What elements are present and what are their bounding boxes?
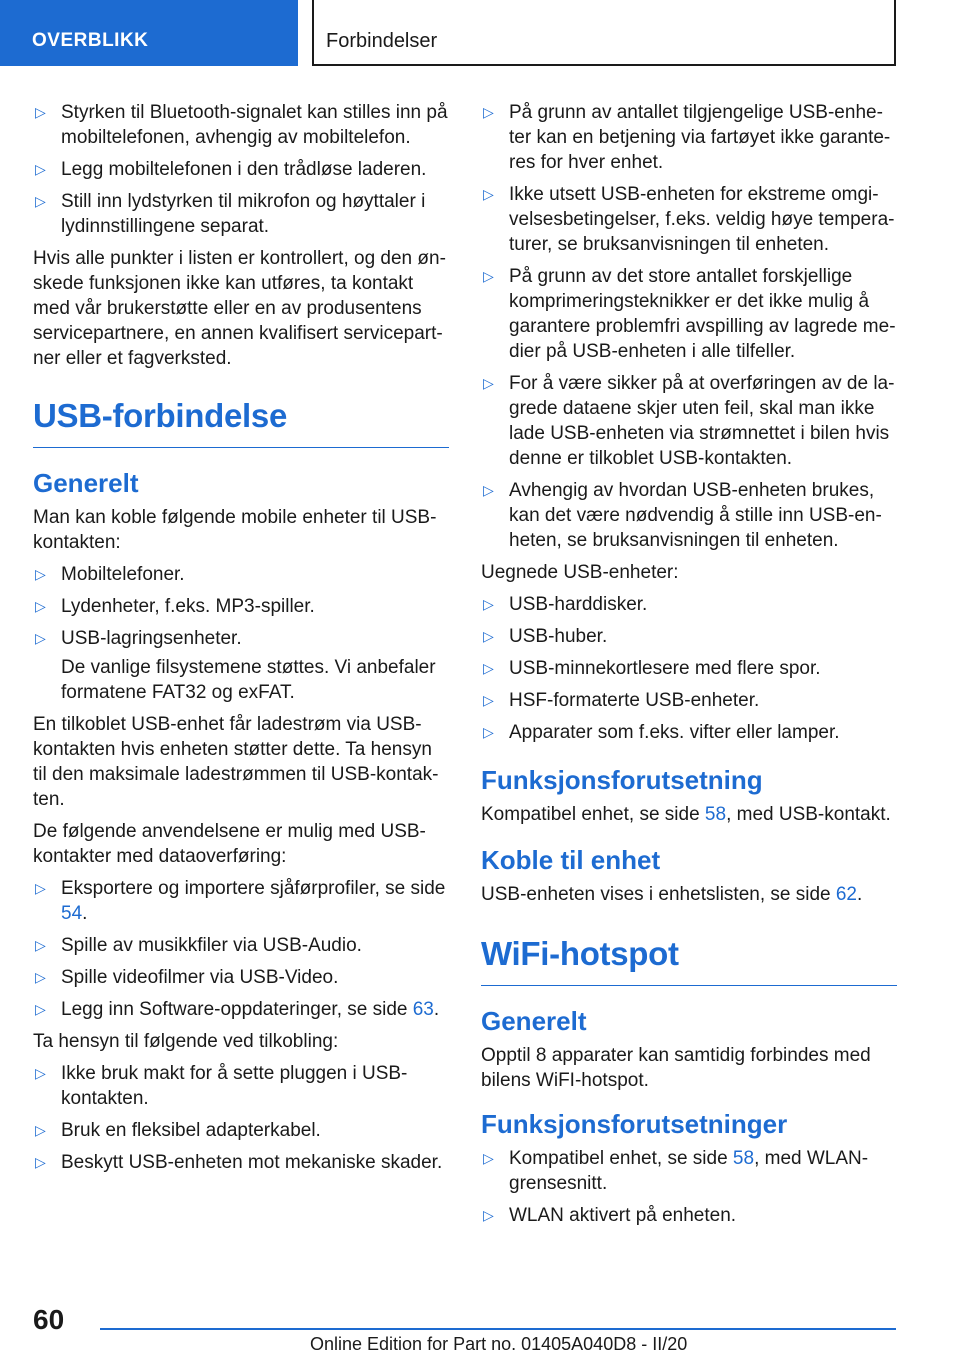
triangle-bullet-icon: ▷ xyxy=(483,186,494,202)
list-item: ▷ Eksportere og importere sjåførprofiler, se side 54. xyxy=(35,878,446,924)
list-item: ▷ På grunn av det store antallet forskjellige komprimeringsteknikker er det ikke mulig å garantere problemfri avspilling av lagrede me-dier på USB-enheten i alle tilfeller. xyxy=(483,266,896,362)
page-number: 60 xyxy=(33,1304,65,1335)
triangle-bullet-icon: ▷ xyxy=(35,566,46,582)
paragraph: Hvis alle punkter i listen er kontrollert, og den øn-skede funksjonen ikke kan utføres, ta kontakt med vår brukerstøtte eller en av produsentens servicepartnere, en annen kvalifisert servicepart-ner eller et fagverksted. xyxy=(33,248,446,369)
triangle-bullet-icon: ▷ xyxy=(35,880,46,896)
triangle-bullet-icon: ▷ xyxy=(35,969,46,985)
list-item: ▷ For å være sikker på at overføringen av de la-grede dataene skjer uten feil, skal man ikke lade USB-enheten via strømnettet i bilen hvis denne er tilkoblet USB-kontakten. xyxy=(483,373,895,469)
list-note: De vanlige filsystemene støttes. Vi anbefaler formatene FAT32 og exFAT. xyxy=(61,657,436,703)
list-item: ▷ USB-harddisker. xyxy=(483,594,648,615)
list-item: ▷ Lydenheter, f.eks. MP3-spiller. xyxy=(35,596,315,617)
triangle-bullet-icon: ▷ xyxy=(35,1154,46,1170)
triangle-bullet-icon: ▷ xyxy=(483,692,494,708)
tab-section-title[interactable]: Forbindelser xyxy=(312,0,896,66)
triangle-bullet-icon: ▷ xyxy=(35,630,46,646)
list-item: ▷ Kompatibel enhet, se side 58, med WLAN-grensesnitt. xyxy=(483,1148,869,1194)
right-column xyxy=(481,100,897,1235)
list-item: ▷ Legg inn Software-oppdateringer, se side 63. xyxy=(35,999,440,1020)
paragraph: USB-enheten vises i enhetslisten, se side 62. xyxy=(481,884,863,905)
left-column xyxy=(33,100,449,1182)
triangle-bullet-icon: ▷ xyxy=(483,375,494,391)
triangle-bullet-icon: ▷ xyxy=(483,1207,494,1223)
triangle-bullet-icon: ▷ xyxy=(35,1001,46,1017)
triangle-bullet-icon: ▷ xyxy=(483,660,494,676)
triangle-bullet-icon: ▷ xyxy=(35,193,46,209)
list-item: ▷ Still inn lydstyrken til mikrofon og høyttaler i lydinnstillingene separat. xyxy=(35,191,426,237)
list-item: ▷ På grunn av antallet tilgjengelige USB-enhe-ter kan en betjening via fartøyet ikke garante-res for hver enhet. xyxy=(483,102,891,173)
triangle-bullet-icon: ▷ xyxy=(483,482,494,498)
list-item: ▷ Bruk en fleksibel adapterkabel. xyxy=(35,1120,321,1141)
section-heading-usb: USB-forbindelse xyxy=(33,397,449,448)
triangle-bullet-icon: ▷ xyxy=(35,937,46,953)
paragraph: Uegnede USB-enheter: xyxy=(481,562,679,583)
list-item: ▷ USB-minnekortlesere med flere spor. xyxy=(483,658,821,679)
page-link[interactable]: 58 xyxy=(704,804,727,825)
triangle-bullet-icon: ▷ xyxy=(35,161,46,177)
subheading-generelt: Generelt xyxy=(481,1006,587,1036)
paragraph: Opptil 8 apparater kan samtidig forbindes med bilens WiFI-hotspot. xyxy=(481,1045,871,1091)
triangle-bullet-icon: ▷ xyxy=(483,628,494,644)
page-header xyxy=(0,0,960,66)
list-item: ▷ Mobiltelefoner. xyxy=(35,564,185,585)
footer-edition: Online Edition for Part no. 01405A040D8 - II/20 xyxy=(310,1334,688,1354)
section-heading-wifi: WiFi-hotspot xyxy=(481,935,897,986)
subheading-koble-til-enhet: Koble til enhet xyxy=(481,845,661,875)
paragraph: Kompatibel enhet, se side 58, med USB-kontakt. xyxy=(481,804,891,825)
subheading-funksjonsforutsetning: Funksjonsforutsetning xyxy=(481,765,763,795)
triangle-bullet-icon: ▷ xyxy=(35,1122,46,1138)
triangle-bullet-icon: ▷ xyxy=(35,104,46,120)
list-item: ▷ Apparater som f.eks. vifter eller lamper. xyxy=(483,722,840,743)
tab-overview[interactable]: OVERBLIKK xyxy=(0,0,298,66)
list-item: ▷ WLAN aktivert på enheten. xyxy=(483,1205,737,1226)
page-link[interactable]: 62 xyxy=(835,884,857,905)
triangle-bullet-icon: ▷ xyxy=(483,596,494,612)
paragraph: Ta hensyn til følgende ved tilkobling: xyxy=(33,1031,339,1052)
paragraph: En tilkoblet USB-enhet får ladestrøm via USB-kontakten hvis enheten støtter dette. Ta hensyn til den maksimale ladestrømmen til USB-kontak-ten. xyxy=(33,714,439,810)
list-item: ▷ Spille av musikkfiler via USB-Audio. xyxy=(35,935,362,956)
triangle-bullet-icon: ▷ xyxy=(35,598,46,614)
subheading-generelt: Generelt xyxy=(33,468,139,498)
page-link[interactable]: 54 xyxy=(61,903,83,924)
triangle-bullet-icon: ▷ xyxy=(35,1065,46,1081)
triangle-bullet-icon: ▷ xyxy=(483,268,494,284)
page-link[interactable]: 63 xyxy=(412,999,434,1020)
footer-divider xyxy=(100,1328,896,1330)
list-item: ▷ Beskytt USB-enheten mot mekaniske skader. xyxy=(35,1152,443,1173)
list-item: ▷ Legg mobiltelefonen i den trådløse laderen. xyxy=(35,159,427,180)
list-item: ▷ HSF-formaterte USB-enheter. xyxy=(483,690,760,711)
list-item: ▷ Spille videofilmer via USB-Video. xyxy=(35,967,339,988)
list-item: ▷ USB-huber. xyxy=(483,626,608,647)
triangle-bullet-icon: ▷ xyxy=(483,104,494,120)
page-link[interactable]: 58 xyxy=(732,1148,755,1169)
list-item: ▷ Styrken til Bluetooth-signalet kan stilles inn på mobiltelefonen, avhengig av mobiltelefon. xyxy=(35,102,448,148)
list-item: ▷ USB-lagringsenheter. xyxy=(35,628,242,649)
list-item: ▷ Ikke bruk makt for å sette pluggen i USB-kontakten. xyxy=(35,1063,408,1109)
list-item: ▷ Ikke utsett USB-enheten for ekstreme omgi-velsesbetingelser, f.eks. veldig høye tempera-turer, se bruksanvisningen til enheten. xyxy=(483,184,895,255)
paragraph: De følgende anvendelsene er mulig med USB-kontakter med dataoverføring: xyxy=(33,821,426,867)
triangle-bullet-icon: ▷ xyxy=(483,1150,494,1166)
list-item: ▷ Avhengig av hvordan USB-enheten brukes, kan det være nødvendig å stille inn USB-en-heten, se bruksanvisningen til enheten. xyxy=(483,480,882,551)
triangle-bullet-icon: ▷ xyxy=(483,724,494,740)
paragraph: Man kan koble følgende mobile enheter til USB-kontakten: xyxy=(33,507,437,553)
subheading-funksjonsforutsetninger: Funksjonsforutsetninger xyxy=(481,1109,788,1139)
